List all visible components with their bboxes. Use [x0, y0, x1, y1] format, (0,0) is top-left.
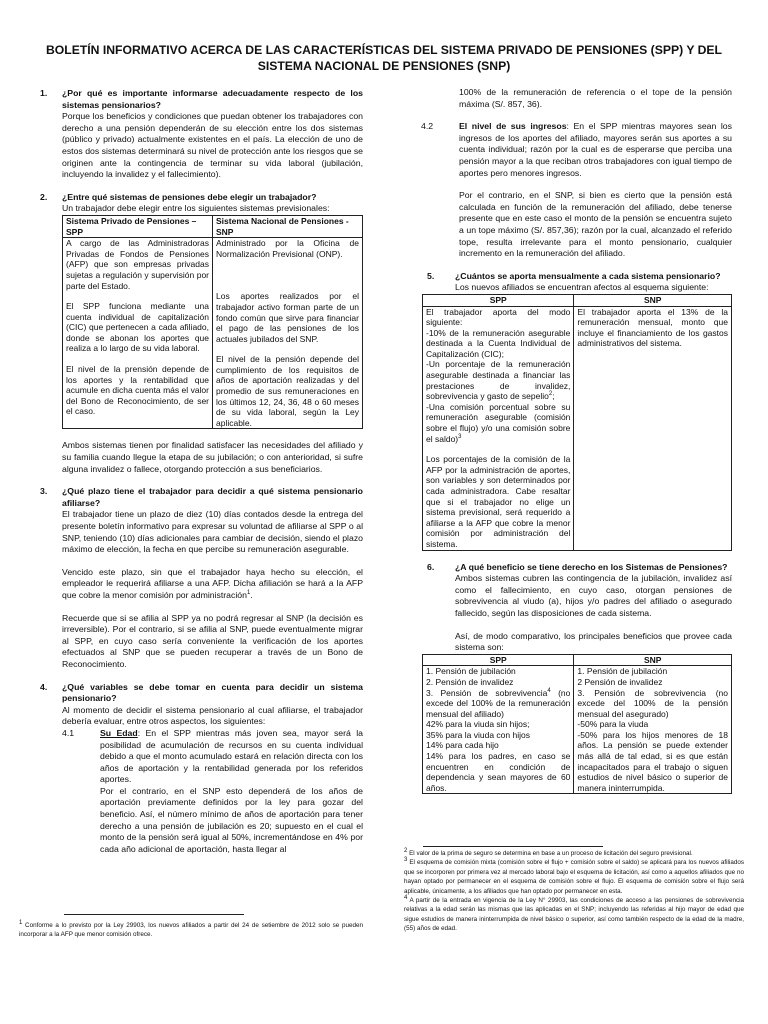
table-cell-spp: [423, 306, 574, 550]
footnote-1: $^1$ Conforme a lo previsto por la Ley 29903, los nuevos afiliados a partir del 24 de setiembre de 2012 solo se pueden incorporar a la AFP que menor comisión ofrece.: [19, 919, 363, 939]
cell-line: -50% para los hijos menores de 18 años. La pensión se puede extender más allá de tal edad, si es que están incapacitados para el trabajo o siguen estudios de nivel básico o superior de manera ininterrumpida.: [577, 729, 728, 793]
section-intro: Los nuevos afiliados se encuentran afectos al esquema siguiente:: [455, 282, 709, 293]
table-header-snp: SNP: [574, 654, 732, 666]
footnote-3: $^3$ El esquema de comisión mixta (comisión sobre el flujo + comisión sobre el saldo) se aplicará para los nuevos afiliados que se incorporen por primera vez al mercado laboral bajo el esquema de licitación, así como a aquellos afiliados que no hayan optado por permanecer en el esquema de comisión sobre el flujo. El esquema de comisión sobre el flujo será aplicable, únicamente, a los afiliados que han optado por permanecer en esta.: [404, 857, 744, 895]
cell-line: 3. Pensión de sobrevivencia (no excede del 100% de la pensión mensual del asegurado): [577, 687, 728, 719]
footnote-ref-1: 1: [246, 590, 251, 597]
right-column: [404, 87, 732, 794]
section-number: 5.: [427, 270, 435, 281]
table-cell-spp: [423, 666, 574, 794]
footnote-separator: [423, 846, 603, 847]
section-heading: ¿Qué plazo tiene el trabajador para decidir a qué sistema pensionario afiliarse?: [62, 486, 363, 508]
section-intro: Al momento de decidir el sistema pensionario al cual afiliarse, el trabajador debería evaluar, entre otros aspectos, los siguientes:: [62, 704, 363, 727]
cell-line: 2 Pensión de invalidez: [577, 676, 663, 687]
subsection-4-1-continued: [404, 87, 732, 110]
section-body: Porque los beneficios y condiciones que puedan obtener los trabajadores con derecho a una pensión dependerán de su elección entre los dos sistemas (público y privado) actualmente existentes en el país. La elección de uno de estos dos sistemas determinará su nivel de protección ante los riesgos que se originen ante la contingencia de terminar su vida laboral (jubilación, incluyendo la invalidez y el fallecimiento).: [62, 111, 363, 180]
footnote-ref-2: 2: [548, 391, 553, 398]
cell-paragraph: El nivel de la prensión depende de los aportes y la rentabilidad que acumule en dicha cuenta más el valor del Bono de Reconocimiento, de ser el caso.: [66, 364, 209, 417]
cell-line: 42% para la viuda sin hijos;: [426, 719, 530, 730]
section-body: Vencido este plazo, sin que el trabajador haya hecho su elección, el empleador le requerirá afiliarse a una AFP. Dicha afiliación se hará a la AFP que cobre la menor comisión por administración$^1$.: [62, 566, 363, 600]
section-heading: ¿Por qué es importante informarse adecuadamente respecto de los sistemas pensionarios?: [62, 88, 363, 110]
section-1: [40, 88, 363, 181]
section-2: [40, 192, 363, 475]
document-title: BOLETÍN INFORMATIVO ACERCA DE LAS CARACTERÍSTICAS DEL SISTEMA PRIVADO DE PENSIONES (SPP) Y DEL SISTEMA NACIONAL DE PENSIONES (SNP): [45, 43, 722, 73]
section-heading: ¿Entre qué sistemas de pensiones debe elegir un trabajador?: [62, 191, 317, 202]
cell-line: 1. Pensión de jubilación: [426, 666, 516, 677]
cell-line: 14% para cada hijo: [426, 740, 499, 751]
section-number: 6.: [427, 561, 435, 572]
section-body: Ambos sistemas cubren las contingencia de la jubilación, invalidez así como el fallecimiento, en cuyo caso, otorgan pensiones de sobrevivencia al viudo (a), hijos y/o padres del afiliado o asegurado fallecido, según las disposiciones de cada sistema.: [455, 573, 732, 618]
subsection-number: 4.2: [421, 121, 434, 132]
cell-line: 2. Pensión de invalidez: [426, 676, 514, 687]
cell-paragraph: -Una comisión porcentual sobre su remuneración asegurable (comisión sobre el flujo) y/o una comisión sobre el saldo)$^3$: [426, 401, 571, 444]
table-header-snp: SNP: [574, 294, 732, 306]
footnote-2: $^2$ El valor de la prima de seguro se determina en base a un proceso de licitación del seguro previsional.: [404, 847, 693, 857]
section-3: [40, 486, 363, 670]
section-6: [404, 562, 732, 795]
section-5: [404, 271, 732, 551]
contributions-table: [422, 294, 732, 551]
section-heading: ¿A qué beneficio se tiene derecho en los Sistemas de Pensiones?: [455, 561, 728, 572]
cell-line: -50% para la viuda: [577, 719, 649, 730]
section-heading: ¿Cuántos se aporta mensualmente a cada sistema pensionario?: [455, 270, 721, 281]
section-body: Recuerde que si se afilia al SPP ya no podrá regresar al SNP (la decisión es irreversible). Por el contrario, si se afilia al SNP, puede eventualmente migrar al SPP, en cuyo caso sería conveniente la verificación de los aportes efectuados al SNP que se pueden recuperar a través de un Bono de Reconocimiento.: [62, 612, 363, 669]
table-header-spp: SPP: [423, 294, 574, 306]
table-header-snp: Sistema Nacional de Pensiones - SNP: [213, 215, 363, 237]
table-cell-snp: El trabajador aporta el 13% de la remuneración mensual, monto que incluye el financiamiento de los gastos administrativos del sistema.: [574, 306, 732, 550]
footnote-4: $^4$ A partir de la entrada en vigencia de la Ley N° 29903, las condiciones de acceso a las pensiones de sobrevivencia relativas a la edad serán las mismas que las aplicadas en el SNP; incluyendo las referidas al hijo mayor de edad que sigue estudios de manera ininterrumpida de nivel básico o superior, así como también respecto de la edad de la madre, (55) años de edad.: [404, 894, 744, 933]
table-header-spp: Sistema Privado de Pensiones – SPP: [63, 215, 213, 237]
section-heading: ¿Qué variables se debe tomar en cuenta para decidir un sistema pensionario?: [62, 681, 363, 704]
cell-paragraph: El nivel de la pensión depende del cumplimiento de los requisitos de años de aportación realizadas y del promedio de sus remuneraciones en los últimos 12, 24, 36, 48 o 60 meses de su vida laboral, según la Ley aplicable.: [216, 354, 359, 428]
section-body: El trabajador tiene un plazo de diez (10) días contados desde la entrega del presente boletín informativo para expresar su voluntad de afiliarse al SPP o al SNP, teniendo (10) días adicionales para cambiar de decisión, siendo el plazo máximo de elección, la fecha en que percibe su remuneración asegurable.: [62, 509, 363, 555]
subsection-4-1: [40, 728, 363, 856]
subsection-4-2: [404, 121, 732, 260]
subsection-body: Su Edad: En el SPP mientras más joven sea, mayor será la posibilidad de acumulación de recursos en su cuenta individual debido a que el monto acumulado estará en relación directa con los años de aportación y la rentabilidad generada por los referidos aportes.: [100, 727, 363, 785]
section-intro: Un trabajador debe elegir entre los siguientes sistemas previsionales:: [62, 203, 330, 214]
section-4: [40, 682, 363, 856]
table-cell-spp: [63, 238, 213, 429]
cell-paragraph: A cargo de las Administradoras Privadas de Fondos de Pensiones (AFP) que son empresas privadas sujetas a regulación y supervisión por parte del Estado.: [66, 238, 209, 291]
subsection-body: 100% de la remuneración de referencia o el tope de la pensión máxima (S/. 857, 36).: [459, 87, 732, 109]
table-header-spp: SPP: [423, 654, 574, 666]
section-body: Así, de modo comparativo, los principales beneficios que provee cada sistema son:: [455, 630, 732, 653]
cell-paragraph: El trabajador aporta del modo siguiente:: [426, 306, 571, 328]
section-number: 1.: [40, 88, 48, 98]
section-outro: Ambos sistemas tienen por finalidad satisfacer las necesidades del afiliado y su familia cuando llegue la etapa de su jubilación; o con anterioridad, si sufre alguna invalidez o fallece, otorgando protección a sus beneficiarios.: [62, 440, 363, 474]
footnotes-right: [404, 849, 744, 934]
table-cell-snp: [574, 666, 732, 794]
cell-line: 14% para los padres, en caso se encuentren en condición de dependencia y sean mayores de 60 años.: [426, 751, 571, 793]
subsection-number: 4.1: [62, 727, 75, 738]
benefits-table: [422, 654, 732, 795]
section-number: 4.: [40, 681, 48, 692]
cell-paragraph: -10% de la remuneración asegurable destinada a la Cuenta Individual de Capitalización (CIC);: [426, 327, 571, 359]
cell-paragraph: Los porcentajes de la comisión de la AFP por la administración de aportes, son variables y son determinados por cada administradora. Cabe resaltar que si el trabajador no elige un sistema previsional, será requerido a afiliarse a la AFP que cobre la menor comisión por administración del sistema.: [426, 454, 571, 549]
cell-line: 1. Pensión de jubilación: [577, 666, 668, 677]
section-number: 3.: [40, 486, 48, 497]
footnote-ref-4: 4: [547, 687, 551, 694]
cell-paragraph: El SPP funciona mediante una cuenta individual de capitalización (CIC) que pertenecen a cada afiliado, donde se abonan los aportes que realiza a lo largo de su vida laboral.: [66, 301, 209, 354]
cell-line: 35% para la viuda con hijos: [426, 729, 530, 740]
footnote-separator: [64, 914, 244, 915]
cell-paragraph: Administrado por la Oficina de Normalización Previsional (ONP).: [216, 238, 359, 259]
left-column: [40, 88, 363, 855]
subsection-body: Por el contrario, en el SNP esto dependerá de los años de aportación previamente definidos por la ley para gozar del beneficio. Así, el número mínimo de años de aportación para tener derecho a una pensión de jubilación es 20; supuesto en el cual el monto de la pensión será igual al 50%, incrementándose en 4% por cada año adicional de aportación, hasta llegar al: [100, 785, 363, 854]
subsection-body: El nivel de sus ingresos: En el SPP mientras mayores sean los ingresos de los aportes del afiliado, mayores serán sus aportes a su cuenta individual; razón por la cual es de esperarse que perciba una pensión mayor a la que reciban otros trabajadores con igual tiempo de aportes pero menores ingresos.: [459, 121, 732, 178]
cell-paragraph: -Un porcentaje de la remuneración asegurable destinada a financiar las prestaciones de invalidez, sobrevivencia y gasto de sepelio$^2$;: [426, 359, 571, 402]
cell-paragraph: Los aportes realizados por el trabajador activo forman parte de un fondo común que sirve para financiar el pago de las pensiones de los actuales jubilados del SNP.: [216, 291, 359, 344]
subsection-body: Por el contrario, en el SNP, si bien es cierto que la pensión está calculada en función de la remuneración del afiliado, debe tenerse presente que en este caso el monto de la pensión se encuentra sujeto a un tope máximo (S/. 857,36); razón por la cual, alcanzado el referido tope, resulta irrelevante para el monto pensionario, cualquier incremento en la remuneración del afiliado.: [459, 190, 732, 259]
cell-line: 3. Pensión de sobrevivencia$^4$ (no excede del 100% de la remuneración mensual del afiliado): [426, 687, 571, 719]
table-cell-snp: [213, 238, 363, 429]
systems-comparison-table: [62, 215, 363, 430]
section-number: 2.: [40, 191, 48, 202]
footnote-ref-3: 3: [458, 433, 462, 440]
